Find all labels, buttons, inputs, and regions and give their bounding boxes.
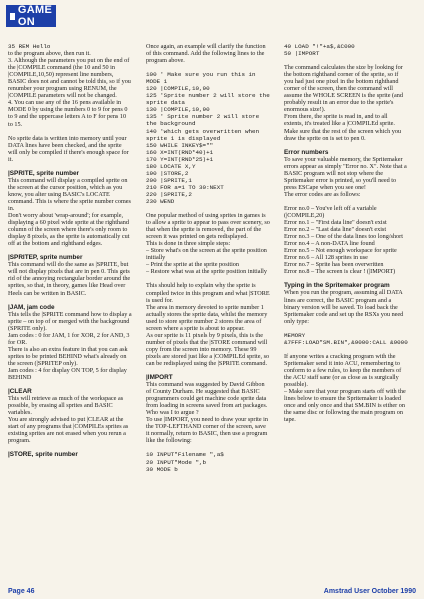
paragraph: This command will do the same as |SPRITE, but will not display pixels that are in pen 0. This gets rid of the annoying rectangular border around the sprites, so that, in theory, games like Head over Heels can be written in BASIC. (8, 261, 131, 297)
paragraph: Error no.7 – Sprite has been overwritten (284, 261, 384, 269)
section-heading: |CLEAR (8, 388, 32, 396)
section-heading: |STORE, sprite number (8, 451, 78, 459)
paragraph: Error no.0 – You've left off a variable (|COMPILE,20) (284, 204, 377, 219)
paragraph: This will retrieve as much of the workspace as possible, by erasing all sprites and BASIC variables. (8, 395, 124, 417)
paragraph: – Make sure that your program starts off with the lines below to ensure the Spritemaker is loaded once and only once and that SM.BIN is either on the same disc or following the main program on tape. (284, 388, 406, 424)
paragraph: The command calculates the size by looking for the bottom righthand corner of the sprite, so if you had just one pixel in the bottom righthand corner of the screen, then the command will assume the WHOLE SCREEN is the sprite (and probably result in an error due to the sprite's enormous size!). (284, 64, 403, 114)
paragraph: Error no.8 – The screen is clear ! (|IMPORT) (284, 268, 396, 276)
paragraph: To use |IMPORT, you need to draw your sprite in the TOP-LEFTHAND corner of the screen, save it normally, return to BASIC, then use a program like the following: (146, 416, 268, 445)
paragraph: Error no.6 – All 128 sprites in use (284, 254, 368, 262)
code-line: 230 WEND (146, 197, 175, 205)
spacer (8, 381, 132, 388)
section-banner (6, 5, 56, 27)
code-line: 190 |STORE,2 (146, 169, 189, 177)
paragraph: Error no.4 – A non-DATA line found (284, 240, 375, 248)
paragraph: Make sure that the rest of the screen which you draw the sprite on is set to pen 0. (284, 127, 402, 142)
code-line: 160 X=INT(RND*40)+1 (146, 148, 214, 156)
code-line: 200 |SPRITE,1 (146, 176, 192, 184)
paragraph: This command was suggested by David Gibbon of County Durham. He suggested that BASIC programmers could get machine code sprite data from loading in screens saved from art packages. (146, 381, 268, 410)
footer-page-number: Page 46 (8, 588, 35, 595)
code-line: 50 |IMPORT (284, 50, 320, 58)
spacer (284, 346, 408, 353)
section-heading: |JAM, jam code (8, 303, 55, 311)
section-heading: Error numbers (284, 148, 329, 156)
footer-publication: Amstrad User October 1990 (323, 588, 416, 595)
paragraph: This is done in three simple steps: (146, 240, 231, 248)
paragraph: Error no.5 – Not enough workspace for sprite (284, 247, 397, 255)
code-line: MEMORY &7FFF:LOAD"SM.BIN",&9000:CALL &9000 (284, 331, 408, 346)
code-line: 140 'which gets overwritten when sprite 1 is displayed (146, 127, 260, 142)
paragraph: Who was I to argue ? (146, 409, 199, 417)
section-heading: |SPRITE, sprite number (8, 169, 80, 177)
section-heading: |IMPORT (146, 374, 173, 382)
paragraph: 3. Although the parameters you put on the end of the |COMPILE command (the 10 and 50 in |COMPILE,10,50) represent line numbers, BASIC does not and cannot be told this, so if you renumber your program using RENUM, the |COMPILE parameters will not be changed. (8, 57, 131, 100)
code-line: 135 ' Sprite number 2 will store the background (146, 113, 260, 128)
paragraph: This tells the |SPRITE command how to display a sprite – on top of or merged with the background (SPRITE only). (8, 310, 132, 332)
code-line: 210 FOR a=1 TO 30:NEXT (146, 183, 224, 191)
code-line: 120 |COMPILE,10,90 (146, 85, 210, 93)
column-3 (284, 43, 408, 583)
spacer (8, 247, 132, 254)
spacer (146, 64, 270, 71)
paragraph: You are strongly advised to put |CLEAR at the start of any programs that |COMPILEs sprites as existing sprites are not erased when you rerun a program. (8, 416, 129, 445)
code-line: 220 |SPRITE,2 (146, 190, 192, 198)
paragraph: If anyone writes a cracking program with the Spritemaker send it into ACU, remembering to conform to a few rules, to keep the members of the ACU staff sane (or as close as is surgically possible). (284, 352, 402, 388)
code-line: 180 LOCATE X,Y (146, 162, 196, 170)
code-line: 10 INPUT"Filename ",a$ (146, 451, 224, 459)
spacer (8, 128, 132, 135)
paragraph: 4. You can use any of the 16 pens available in MODE 0 by using the numbers 0 to 9 for pens 0 to 9 and the uppercase letters A to F for pens 10 to 15. (8, 99, 128, 128)
paragraph: – Print the sprite at the sprite position (146, 261, 239, 269)
column-2 (146, 43, 270, 583)
spacer (284, 57, 408, 64)
paragraph: Error no.2 – "Last data line" doesn't exist (284, 226, 387, 234)
code-line: 20 INPUT"Mode ",b (146, 458, 207, 466)
spacer (8, 297, 132, 304)
spacer (146, 205, 270, 212)
paragraph: No sprite data is written into memory until your DATA lines have been checked, and the sprite will only be compiled if there's enough space for it. (8, 134, 129, 163)
code-line: 130 |COMPILE,10,90 (146, 106, 210, 114)
paragraph: When you run the program, assuming all DATA lines are correct, the BASIC program and a binary version will be saved. To load back the Spritemaker code and set up the RSXs you need only type: (284, 289, 404, 325)
spacer (146, 275, 270, 282)
paragraph: The area in memory devoted to sprite number 1 actually stores the sprite data, whilst the memory used to store sprite number 2 stores the area of screen where a sprite is about to appear. (146, 303, 268, 332)
spacer (146, 367, 270, 374)
spacer (284, 275, 408, 282)
code-line: 150 WHILE INKEY$="" (146, 141, 214, 149)
banner-square-icon (10, 13, 15, 20)
paragraph: Jam codes : 0 for JAM, 1 for XOR, 2 for AND, 3 for OR. (8, 331, 130, 346)
paragraph: Error no.3 – One of the data lines too long/short (284, 233, 403, 241)
spacer (284, 142, 408, 149)
code-line: 125 'Sprite number 2 will store the sprite data (146, 92, 270, 107)
paragraph: Error no.1 – "First data line" doesn't exist (284, 219, 387, 227)
paragraph: Jam codes : 4 for display ON TOP, 5 for display BEHIND (8, 366, 127, 382)
banner-title: GAME ON (17, 4, 53, 28)
spacer (8, 163, 132, 170)
paragraph: As our sprite is 11 pixels by 9 pixels, this is the number of pixels that the |STORE command will copy from the screen into memory. These 99 pixels are stored just like a |COMPILEd sprite, so can be redisplayed using the |SPRITE command. (146, 331, 270, 367)
spacer (8, 444, 132, 451)
paragraph: – Restore what was at the sprite position initially (146, 268, 267, 276)
paragraph: From there, the sprite is read in, and to all extents, it's treated like a |COMPILEd sprite. (284, 113, 395, 128)
spacer (284, 198, 408, 205)
spacer (284, 325, 408, 332)
paragraph: One popular method of using sprites in games is to allow a sprite to appear to pass over scenery, so that when the sprite is removed, the part of the screen it was printed on gets redisplayed. (146, 212, 270, 241)
paragraph: To save your valuable memory, the Spritemaker errors appear as simply "Error no. X". Note that a BASIC program will not stop where the Spritemaker error is printed, so you'll need to press ESCape when you see one! (284, 155, 407, 191)
section-heading: |SPRITEP, sprite number (8, 254, 83, 262)
code-line: 35 REM Hello (8, 43, 51, 50)
paragraph: Once again, an example will clarify the function of this command. Add the following lines to the program above. (146, 43, 266, 65)
section-heading: Typing in the Spritemaker program (284, 282, 390, 290)
paragraph: The error codes are as follows: (284, 190, 361, 198)
spacer (146, 444, 270, 451)
column-1 (8, 43, 132, 583)
paragraph: – Store what's on the screen at the sprite position initially (146, 247, 267, 262)
code-line: 170 Y=INT(RND*25)+1 (146, 155, 214, 163)
code-line: 30 MODE b (146, 465, 178, 473)
code-line: 100 ' Make sure you run this in MODE 1 (146, 71, 256, 86)
paragraph: This should help to explain why the sprite is compiled twice in this program and what |STORE is used for. (146, 282, 270, 304)
code-line: 40 LOAD "!"+a$,&C000 (284, 43, 355, 50)
paragraph: There is also an extra feature in that you can ask sprites to be printed BEHIND what's already on the screen (|SPRITEP only). (8, 345, 128, 367)
paragraph: to the program above, then run it. (8, 50, 91, 58)
paragraph: Don't worry about 'wrap-around'; for example, displaying a 60 pixel wide sprite at the righthand column of the screen where there's only room to display 8 pixels, as the sprite is automatically cut off at the bottom and righthand edges. (8, 212, 130, 248)
paragraph: This command will display a compiled sprite on the screen at the cursor position, which as you know, you alter using BASIC's LOCATE command. This is where the sprite number comes in. (8, 176, 131, 212)
